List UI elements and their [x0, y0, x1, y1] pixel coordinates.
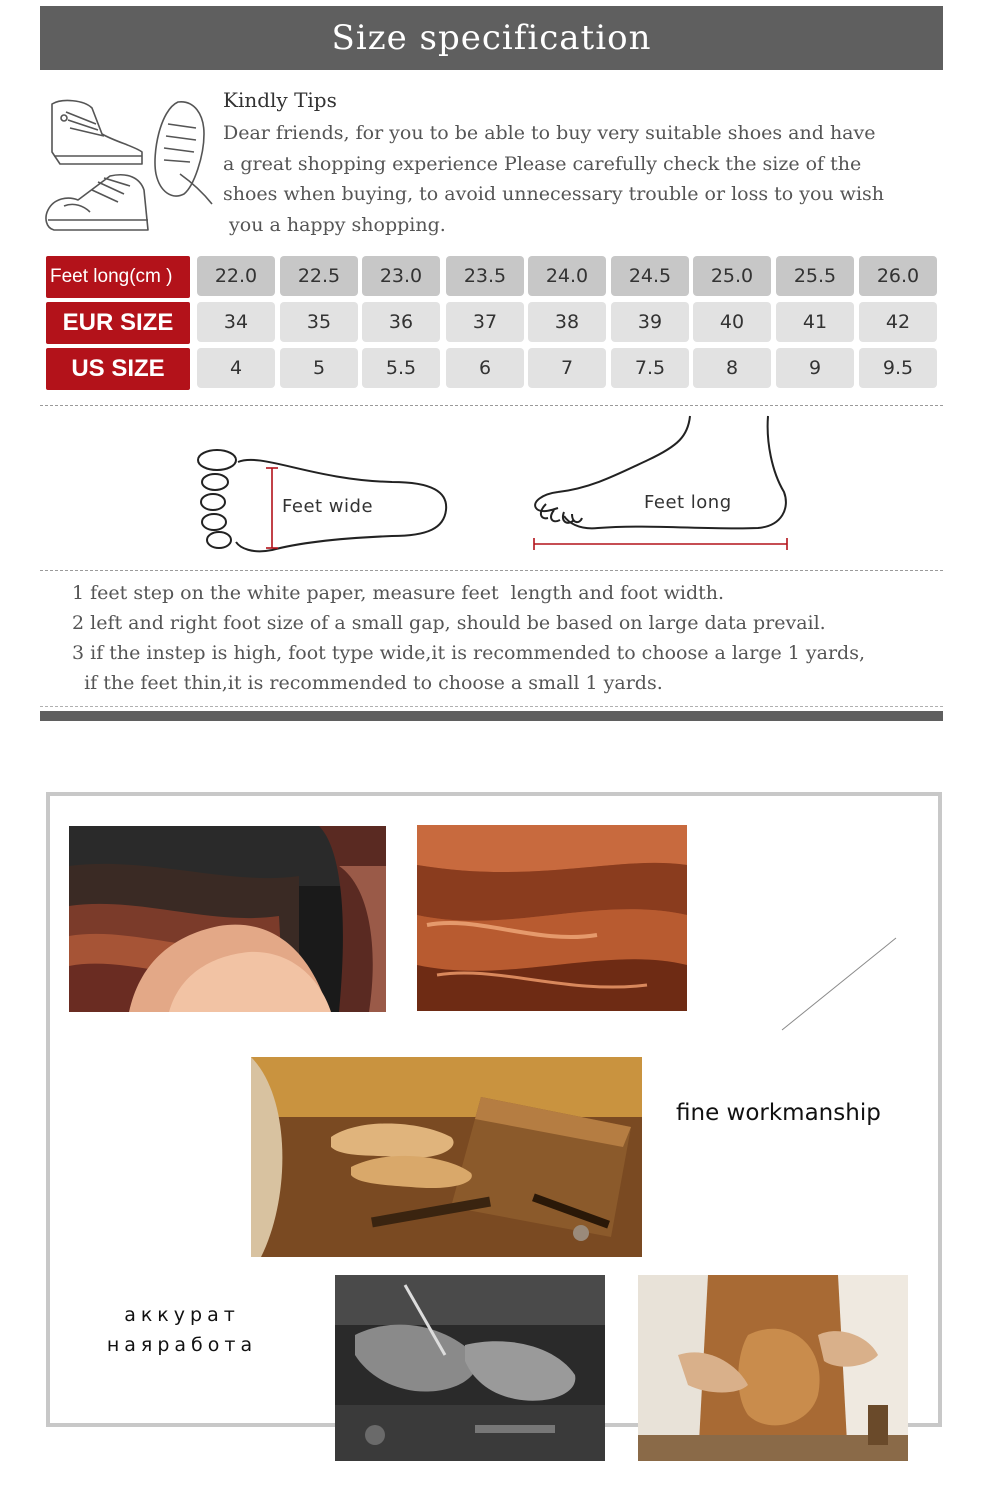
size-cell: 37 — [446, 302, 524, 342]
section-bottom-bar — [40, 711, 943, 721]
tips-line: a great shopping experience Please carefully check the size of the — [223, 152, 862, 175]
size-cell: 38 — [528, 302, 606, 342]
size-cell: 8 — [693, 348, 771, 388]
size-cell: 6 — [446, 348, 524, 388]
size-cell: 23.5 — [446, 256, 524, 296]
size-row-feet-long — [44, 256, 942, 298]
page-title: Size specification — [331, 18, 652, 58]
foot-length-icon — [528, 412, 794, 558]
kindly-tips-title: Kindly Tips — [223, 88, 337, 112]
step-line: 2 left and right foot size of a small gap, should be based on large data prevail. — [72, 612, 826, 634]
size-cell: 34 — [197, 302, 275, 342]
size-cell: 23.0 — [362, 256, 440, 296]
size-row-eur — [44, 302, 942, 344]
divider — [40, 706, 943, 707]
row-label-eur-size: EUR SIZE — [46, 302, 190, 344]
size-cell: 9.5 — [859, 348, 937, 388]
tips-line: shoes when buying, to avoid unnecessary trouble or loss to you wish — [223, 183, 885, 205]
size-cell: 42 — [859, 302, 937, 342]
divider — [40, 570, 943, 571]
size-cell: 26.0 — [859, 256, 937, 296]
size-cell: 41 — [776, 302, 854, 342]
size-cell: 9 — [776, 348, 854, 388]
size-cell: 22.5 — [280, 256, 358, 296]
leather-rolls-photo — [69, 826, 386, 1012]
step-line: 3 if the instep is high, foot type wide,it is recommended to choose a large 1 yards, — [72, 642, 865, 664]
step-line: 1 feet step on the white paper, measure feet length and foot width. — [72, 582, 725, 604]
decorative-line — [780, 936, 898, 1032]
size-cell: 5.5 — [362, 348, 440, 388]
russian-caption — [102, 1300, 262, 1360]
size-cell: 7.5 — [611, 348, 689, 388]
size-cell: 24.0 — [528, 256, 606, 296]
size-cell: 36 — [362, 302, 440, 342]
size-specification-banner — [40, 6, 943, 70]
row-label-us-size: US SIZE — [46, 348, 190, 390]
divider — [40, 405, 943, 406]
feet-long-label: Feet long — [644, 492, 732, 513]
size-row-us — [44, 348, 942, 390]
size-cell: 22.0 — [197, 256, 275, 296]
size-cell: 39 — [611, 302, 689, 342]
sneaker-sketch-icon — [44, 94, 220, 240]
tips-line: Dear friends, for you to be able to buy very suitable shoes and have — [223, 122, 876, 144]
step-line: if the feet thin,it is recommended to choose a small 1 yards. — [72, 672, 663, 694]
craftsman-hands-bw-photo — [335, 1275, 605, 1461]
size-cell: 24.5 — [611, 256, 689, 296]
tips-line: you a happy shopping. — [223, 213, 446, 236]
shoe-lasts-workbench-photo — [251, 1057, 642, 1257]
size-cell: 25.5 — [776, 256, 854, 296]
measurement-steps — [72, 578, 952, 698]
size-cell: 4 — [197, 348, 275, 388]
size-cell: 35 — [280, 302, 358, 342]
size-cell: 40 — [693, 302, 771, 342]
size-cell: 5 — [280, 348, 358, 388]
kindly-tips-body — [223, 118, 923, 240]
feet-wide-label: Feet wide — [282, 496, 374, 517]
ru-line: аккурат — [124, 1304, 240, 1326]
size-cell: 25.0 — [693, 256, 771, 296]
ru-line: наяработа — [106, 1334, 258, 1356]
row-label-feet-long: Feet long(cm ) — [46, 256, 190, 298]
craftsman-apron-photo — [638, 1275, 908, 1461]
fine-workmanship-text: fine workmanship — [676, 1100, 881, 1126]
size-cell: 7 — [528, 348, 606, 388]
brown-leather-photo — [417, 825, 687, 1011]
